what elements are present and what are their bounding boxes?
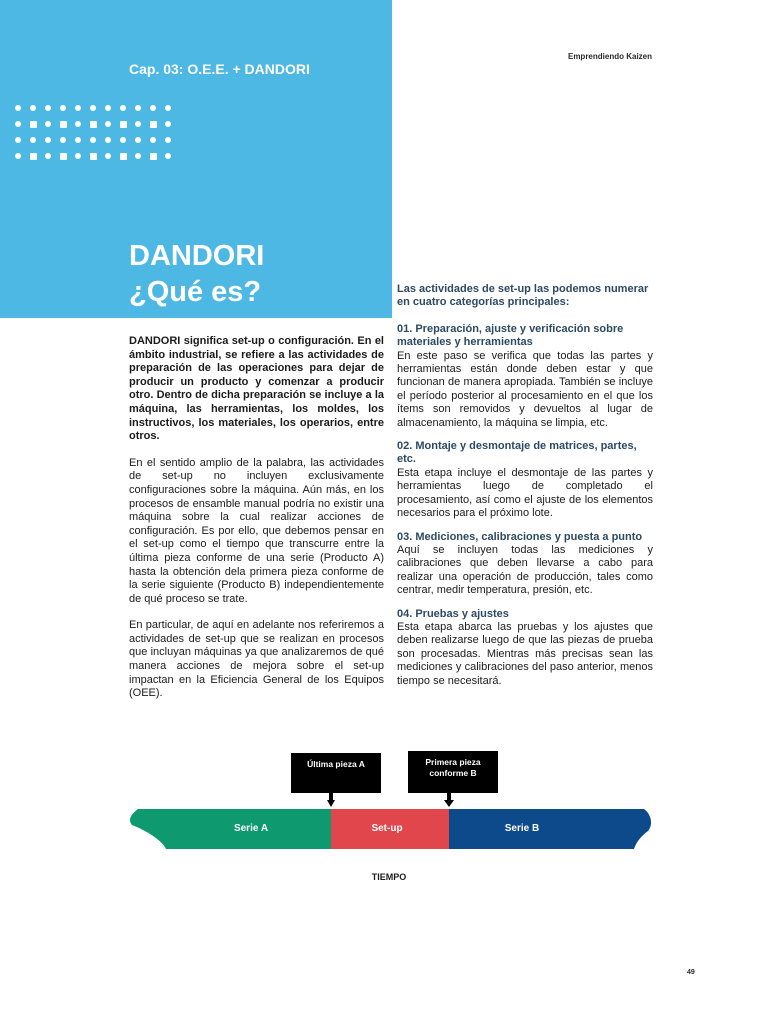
right-column [397,283,653,698]
time-axis-label: TIEMPO [371,872,407,882]
lead-paragraph: DANDORI significa set-up o configuración. En el ámbito industrial, se refiere a las actividades de preparación de las operaciones para dejar de producir un producto y comenzar a producir otro. Dentro de dicha preparación se incluye a la máquina, las herramientas, los moldes, los instructivos, los materiales, los operarios, entre otros. [129,335,384,443]
page-number: 49 [687,969,695,976]
marker-label-first-piece-b: Primera pieza conforme B [408,751,498,793]
segment-label-serie-a: Serie A [233,823,269,834]
section-body: Esta etapa abarca las pruebas y los ajustes que deben realizarse luego de que las piezas de prueba son procesadas. Mientras más precisas sean las mediciones y calibraciones del paso anterior, menos tiempo se necesitará. [397,620,653,687]
section-heading: 02. Montaje y desmontaje de matrices, partes, etc. [397,440,637,466]
setup-timeline-diagram [0,745,768,895]
title-line-1: DANDORI [129,240,265,272]
segment-label-setup: Set-up [371,823,403,834]
chapter-label: Cap. 03: O.E.E. + DANDORI [129,61,310,77]
section-body: Esta etapa incluye el desmontaje de las partes y herramientas luego de completado el procesamiento, así como el ajuste de los elementos necesarios para el próximo lote. [397,466,653,520]
intro-paragraph: Las actividades de set-up las podemos numerar en cuatro categorías principales: [397,283,649,309]
section-body: En este paso se verifica que todas las partes y herramientas están donde deben estar y que funcionan de manera apropiada. También se incluye el período posterior al procesamiento en el que los ítems son removidos y devueltos al lugar de almacenamiento, la máquina se limpia, etc. [397,349,653,429]
section-heading: 04. Pruebas y ajustes [397,607,509,620]
section-heading: 01. Preparación, ajuste y verificación sobre materiales y herramientas [397,322,624,349]
hero-banner [0,0,392,318]
marker-arrow-b [444,800,454,807]
paragraph: En particular, de aquí en adelante nos referiremos a actividades de set-up que se realizan en procesos que incluyan máquinas ya que analizaremos de qué manera acciones de mejora sobre el set-up impactan en la Eficiencia General de los Equipos (OEE). [129,619,384,700]
section-heading: 03. Mediciones, calibraciones y puesta a punto [397,530,643,543]
marker-stem-a [329,793,333,802]
dot-pattern [15,105,180,161]
segment-label-serie-b: Serie B [504,823,540,834]
paragraph: En el sentido amplio de la palabra, las actividades de set-up no incluyen exclusivamente configuraciones sobre la máquina. Aún más, en los procesos de ensamble manual podría no existir una máquina sobre la cual realizar acciones de configuración. Es por ello, que debemos pensar en el set-up como el tiempo que transcurre entre la última pieza conforme de una serie (Producto A) hasta la obtención dela primera pieza conforme de la serie siguiente (Producto B) independientemente de qué proceso se trate. [129,456,384,605]
left-column [129,335,384,714]
marker-label-last-piece-a: Última pieza A [291,753,381,793]
running-head: Emprendiendo Kaizen [567,52,652,61]
page-title [129,238,264,310]
title-line-2: ¿Qué es? [129,276,262,308]
section-body: Aquí se incluyen todas las mediciones y calibraciones que deben llevarse a cabo para realizar una operación de producción, tales como centrar, medir temperatura, presión, etc. [397,543,653,597]
